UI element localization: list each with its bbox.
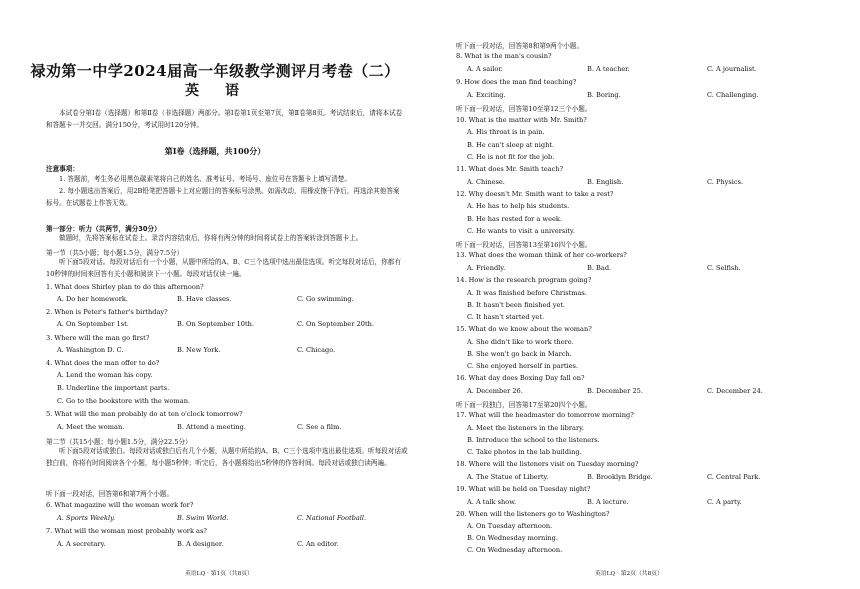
option-8a: A. A sailor. — [467, 65, 503, 73]
dialogue-8-9-intro: 听下面一段对话，回答第8和第9两个小题。 — [456, 42, 584, 50]
dialogue-10-12-intro: 听下面一段对话，回答第10至第12三个小题。 — [456, 105, 592, 113]
exam-subject: 英 语 — [185, 83, 245, 99]
notes-title: 注意事项： — [46, 165, 79, 173]
option-14c: C. It hasn't started yet. — [467, 313, 545, 321]
option-17b: B. Introduce the school to the listeners. — [467, 436, 600, 444]
option-9b: B. Boring. — [587, 91, 621, 99]
question-14: 14. How is the research program going? — [456, 276, 592, 284]
note-2: 2. 每小题选出答案后，用2B铅笔把答题卡上对应题目的答案标号涂黑。如需改动，用橡皮擦干净后，再选涂其他答案标号。在试题卷上作答无效。 — [46, 187, 400, 207]
option-7b: B. A designer. — [177, 540, 224, 548]
option-6a: A. Sports Weekly. — [57, 514, 116, 522]
option-2c: C. On September 20th. — [297, 320, 374, 328]
option-15b: B. She won't go back in March. — [467, 350, 572, 358]
option-11b: B. English. — [587, 178, 624, 186]
question-6: 6. What magazine will the woman work for? — [46, 501, 194, 509]
option-7c: C. An editor. — [297, 540, 339, 548]
option-1b: B. Have classes. — [177, 295, 232, 303]
question-12: 12. Why doesn't Mr. Smith want to take a rest? — [456, 190, 614, 198]
option-20b: B. On Wednesday morning. — [467, 534, 558, 542]
question-2: 2. When is Peter's father's birthday? — [46, 308, 168, 316]
question-7: 7. What will the woman most probably work as? — [46, 527, 207, 535]
question-3: 3. Where will the man go first? — [46, 334, 150, 342]
option-18b: B. Brooklyn Bridge. — [587, 473, 653, 481]
option-11c: C. Physics. — [707, 178, 744, 186]
page-2-footer: 英语LQ · 第2页（共8页） — [595, 571, 663, 577]
option-7a: A. A secretary. — [57, 540, 106, 548]
option-1c: C. Go swimming. — [297, 295, 354, 303]
option-15a: A. She didn't like to work there. — [467, 338, 574, 346]
option-16a: A. December 26. — [467, 387, 523, 395]
page-1-footer: 英语LQ · 第1页（共8页） — [185, 571, 253, 577]
option-2a: A. On September 1st. — [57, 320, 129, 328]
option-5a: A. Meet the woman. — [57, 423, 125, 431]
option-18a: A. The Statue of Liberty. — [467, 473, 549, 481]
section-1-instructions: 第一节（共5小题；每小题1.5分，满分7.5分） — [46, 249, 184, 257]
monologue-17-20-intro: 听下面一段独白，回答第17至第20四个小题。 — [456, 401, 592, 409]
option-6b: B. Swim World. — [177, 514, 229, 522]
section-2-instructions: 第二节（共15小题；每小题1.5分，满分22.5分） — [46, 438, 192, 446]
option-9a: A. Exciting. — [467, 91, 506, 99]
question-9: 9. How does the man find teaching? — [456, 78, 577, 86]
option-15c: C. She enjoyed herself in parties. — [467, 362, 578, 370]
option-9c: C. Challenging. — [707, 91, 759, 99]
option-14a: A. It was finished before Christmas. — [467, 289, 587, 297]
question-18: 18. Where will the listeners visit on Tuesday morning? — [456, 460, 639, 468]
option-16c: C. December 24. — [707, 387, 763, 395]
option-20a: A. On Tuesday afternoon. — [467, 522, 553, 530]
section-1-description: 听下面5段对话。每段对话后有一个小题，从题中所给的A、B、C三个选项中选出最佳选项。听完每段对话后，你都有10秒钟的时间来回答有关小题和阅读下一小题。每段对话仅读一遍。 — [46, 258, 401, 278]
option-12b: B. He has rested for a week. — [467, 215, 562, 223]
dialogue-6-7-intro: 听下面一段对话，回答第6和第7两个小题。 — [46, 490, 174, 498]
exam-title: 禄劝第一中学2024届高一年级教学测评月考卷（二） — [30, 62, 400, 80]
part-1-description: 做题时，先将答案标在试卷上。录音内容结束后，你将有两分钟的时间将试卷上的答案转涂到答题卡上。 — [59, 234, 363, 242]
option-14b: B. It hasn't been finished yet. — [467, 301, 566, 309]
option-19b: B. A lecture. — [587, 498, 629, 506]
option-10b: B. He can't sleep at night. — [467, 141, 555, 149]
question-20: 20. When will the listeners go to Washington? — [456, 510, 610, 518]
question-13: 13. What does the woman think of her co-workers? — [456, 251, 627, 259]
option-5c: C. See a film. — [297, 423, 342, 431]
option-4c: C. Go to the bookstore with the woman. — [57, 397, 191, 405]
option-3a: A. Washington D. C. — [57, 346, 124, 354]
note-1: 1. 答题前，考生务必用黑色碳素笔将自己的姓名、准考证号、考场号、座位号在答题卡上填写清楚。 — [59, 175, 351, 183]
option-2b: B. On September 10th. — [177, 320, 254, 328]
option-16b: B. December 25. — [587, 387, 643, 395]
question-8: 8. What is the man's cousin? — [456, 52, 552, 60]
option-19c: C. A party. — [707, 498, 742, 506]
option-13b: B. Bad. — [587, 264, 612, 272]
option-4b: B. Underline the important parts. — [57, 384, 170, 392]
option-4a: A. Lend the woman his copy. — [57, 371, 153, 379]
question-17: 17. What will the headmaster do tomorrow morning? — [456, 411, 634, 419]
option-8c: C. A journalist. — [707, 65, 757, 73]
question-10: 10. What is the matter with Mr. Smith? — [456, 116, 587, 124]
option-3c: C. Chicago. — [297, 346, 336, 354]
option-12c: C. He wants to visit a university. — [467, 227, 575, 235]
question-11: 11. What does Mr. Smith teach? — [456, 165, 564, 173]
exam-page-2 — [430, 0, 860, 589]
exam-intro: 本试卷分第Ⅰ卷（选择题）和第Ⅱ卷（非选择题）两部分。第Ⅰ卷第1页至第7页，第Ⅱ卷第8页。考试结束后，请将本试卷和答题卡一并交回。满分150分，考试用时120分钟。 — [46, 109, 403, 129]
option-13a: A. Friendly. — [467, 264, 506, 272]
option-6c: C. National Football. — [297, 514, 367, 522]
option-8b: B. A teacher. — [587, 65, 630, 73]
question-5: 5. What will the man probably do at ten o'clock tomorrow? — [46, 410, 243, 418]
section-2-description: 听下面5段对话或独白。每段对话或独白后有几个小题，从题中所给的A、B、C三个选项中选出最佳选项。听每段对话或独白前，你将有时间阅读各个小题，每小题5秒钟；听完后，各小题将给出5秒钟的作答时间。每段对话或独白读两遍。 — [46, 447, 408, 467]
option-18c: C. Central Park. — [707, 473, 761, 481]
dialogue-13-16-intro: 听下面一段对话，回答第13至第16四个小题。 — [456, 241, 592, 249]
question-19: 19. What will be held on Tuesday night? — [456, 485, 591, 493]
option-17c: C. Take photos in the lab building. — [467, 448, 582, 456]
option-19a: A. A talk show. — [467, 498, 517, 506]
section-1-heading: 第Ⅰ卷（选择题，共100分） — [164, 146, 266, 156]
question-4: 4. What does the man offer to do? — [46, 359, 160, 367]
option-10a: A. His throat is in pain. — [467, 128, 545, 136]
option-1a: A. Do her homework. — [57, 295, 128, 303]
option-20c: C. On Wednesday afternoon. — [467, 546, 563, 554]
option-17a: A. Meet the listeners in the library. — [467, 424, 585, 432]
option-3b: B. New York. — [177, 346, 221, 354]
option-11a: A. Chinese. — [467, 178, 505, 186]
option-13c: C. Selfish. — [707, 264, 741, 272]
question-16: 16. What day does Boxing Day fall on? — [456, 374, 585, 382]
part-1-heading: 第一部分：听力（共两节，满分30分） — [46, 225, 161, 233]
question-15: 15. What do we know about the woman? — [456, 325, 592, 333]
option-5b: B. Attend a meeting. — [177, 423, 246, 431]
option-10c: C. He is not fit for the job. — [467, 153, 555, 161]
option-12a: A. He has to help his students. — [467, 202, 570, 210]
question-1: 1. What does Shirley plan to do this afternoon? — [46, 283, 204, 291]
